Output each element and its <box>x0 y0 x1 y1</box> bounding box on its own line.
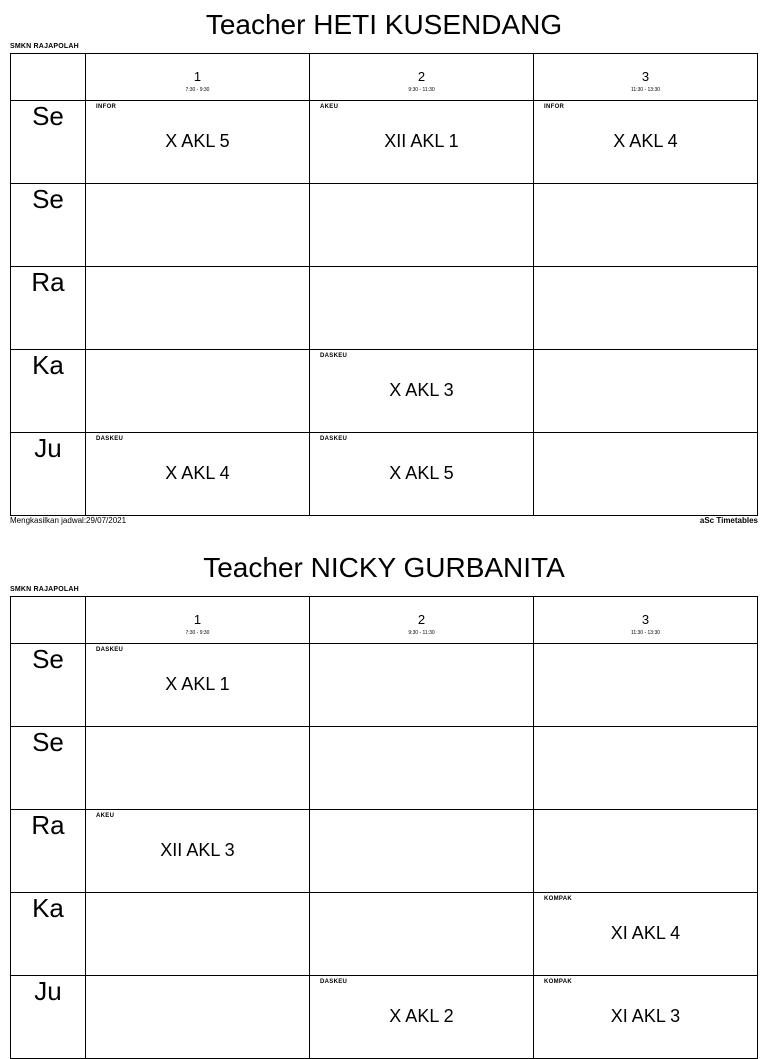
lesson-slot <box>86 893 310 976</box>
lesson-slot <box>534 184 758 267</box>
generated-date: Mengkasilkan jadwal:29/07/2021 <box>10 516 127 525</box>
subject-code: AKEU <box>320 104 339 110</box>
lesson-slot <box>86 267 310 350</box>
subject-code: DASKEU <box>320 353 348 359</box>
timetable-grid <box>10 53 758 516</box>
class-name: XII AKL 3 <box>160 840 235 860</box>
lesson-slot <box>534 101 758 184</box>
class-name: XI AKL 3 <box>610 1006 681 1026</box>
lesson-slot <box>86 350 310 433</box>
lesson-slot <box>86 433 310 516</box>
day-label: Ka <box>11 893 86 976</box>
lesson-slot <box>86 727 310 810</box>
class-name: XII AKL 1 <box>384 131 459 151</box>
lesson-slot <box>534 893 758 976</box>
class-name: X AKL 5 <box>165 131 230 151</box>
lesson-slot <box>86 184 310 267</box>
lesson-slot <box>310 727 534 810</box>
lesson-slot <box>310 350 534 433</box>
lesson-slot <box>534 727 758 810</box>
lesson-slot <box>310 976 534 1059</box>
lesson-slot <box>86 810 310 893</box>
lesson-slot <box>86 644 310 727</box>
lesson-slot <box>310 810 534 893</box>
class-name: X AKL 2 <box>389 1006 454 1026</box>
period-header: 3 11:30 - 13:30 <box>534 597 758 644</box>
corner-cell <box>11 54 86 101</box>
class-name: X AKL 5 <box>389 463 454 483</box>
lesson-slot <box>534 433 758 516</box>
subject-code: INFOR <box>96 104 117 110</box>
lesson-slot <box>310 267 534 350</box>
day-label: Ju <box>11 976 86 1059</box>
lesson-slot <box>534 267 758 350</box>
school-name: SMKN RAJAPOLAH <box>10 586 79 593</box>
class-name: X AKL 4 <box>613 131 678 151</box>
subject-code: DASKEU <box>320 436 348 442</box>
lesson-slot <box>534 644 758 727</box>
software-credit: aSc Timetables <box>699 516 758 525</box>
day-label: Ra <box>11 267 86 350</box>
lesson-slot <box>86 976 310 1059</box>
period-header: 3 11:30 - 13:30 <box>534 54 758 101</box>
day-label: Ra <box>11 810 86 893</box>
lesson-slot <box>310 644 534 727</box>
lesson-slot <box>310 893 534 976</box>
subject-code: KOMPAK <box>544 979 573 985</box>
subject-code: DASKEU <box>320 979 348 985</box>
lesson-slot <box>534 350 758 433</box>
lesson-slot <box>86 101 310 184</box>
period-header: 1 7:30 - 9:30 <box>86 597 310 644</box>
day-label: Se <box>11 644 86 727</box>
day-label: Se <box>11 184 86 267</box>
class-name: X AKL 3 <box>389 380 454 400</box>
class-name: X AKL 1 <box>165 674 230 694</box>
lesson-slot <box>534 976 758 1059</box>
subject-code: AKEU <box>96 813 115 819</box>
subject-code: DASKEU <box>96 436 124 442</box>
school-name: SMKN RAJAPOLAH <box>10 43 79 50</box>
sheet-title: Teacher NICKY GURBANITA <box>203 552 565 583</box>
period-header: 2 9:30 - 11:30 <box>310 597 534 644</box>
subject-code: INFOR <box>544 104 565 110</box>
day-label: Se <box>11 727 86 810</box>
period-header: 2 9:30 - 11:30 <box>310 54 534 101</box>
subject-code: KOMPAK <box>544 896 573 902</box>
day-label: Ka <box>11 350 86 433</box>
lesson-slot <box>310 433 534 516</box>
lesson-slot <box>534 810 758 893</box>
lesson-slot <box>310 184 534 267</box>
class-name: XI AKL 4 <box>610 923 681 943</box>
lesson-slot <box>310 101 534 184</box>
timetable-grid <box>10 596 758 1059</box>
subject-code: DASKEU <box>96 647 124 653</box>
day-label: Ju <box>11 433 86 516</box>
timetable-sheet-2 <box>0 543 768 1024</box>
corner-cell <box>11 597 86 644</box>
period-header: 1 7:30 - 9:30 <box>86 54 310 101</box>
class-name: X AKL 4 <box>165 463 230 483</box>
day-label: Se <box>11 101 86 184</box>
sheet-title: Teacher HETI KUSENDANG <box>205 9 563 40</box>
